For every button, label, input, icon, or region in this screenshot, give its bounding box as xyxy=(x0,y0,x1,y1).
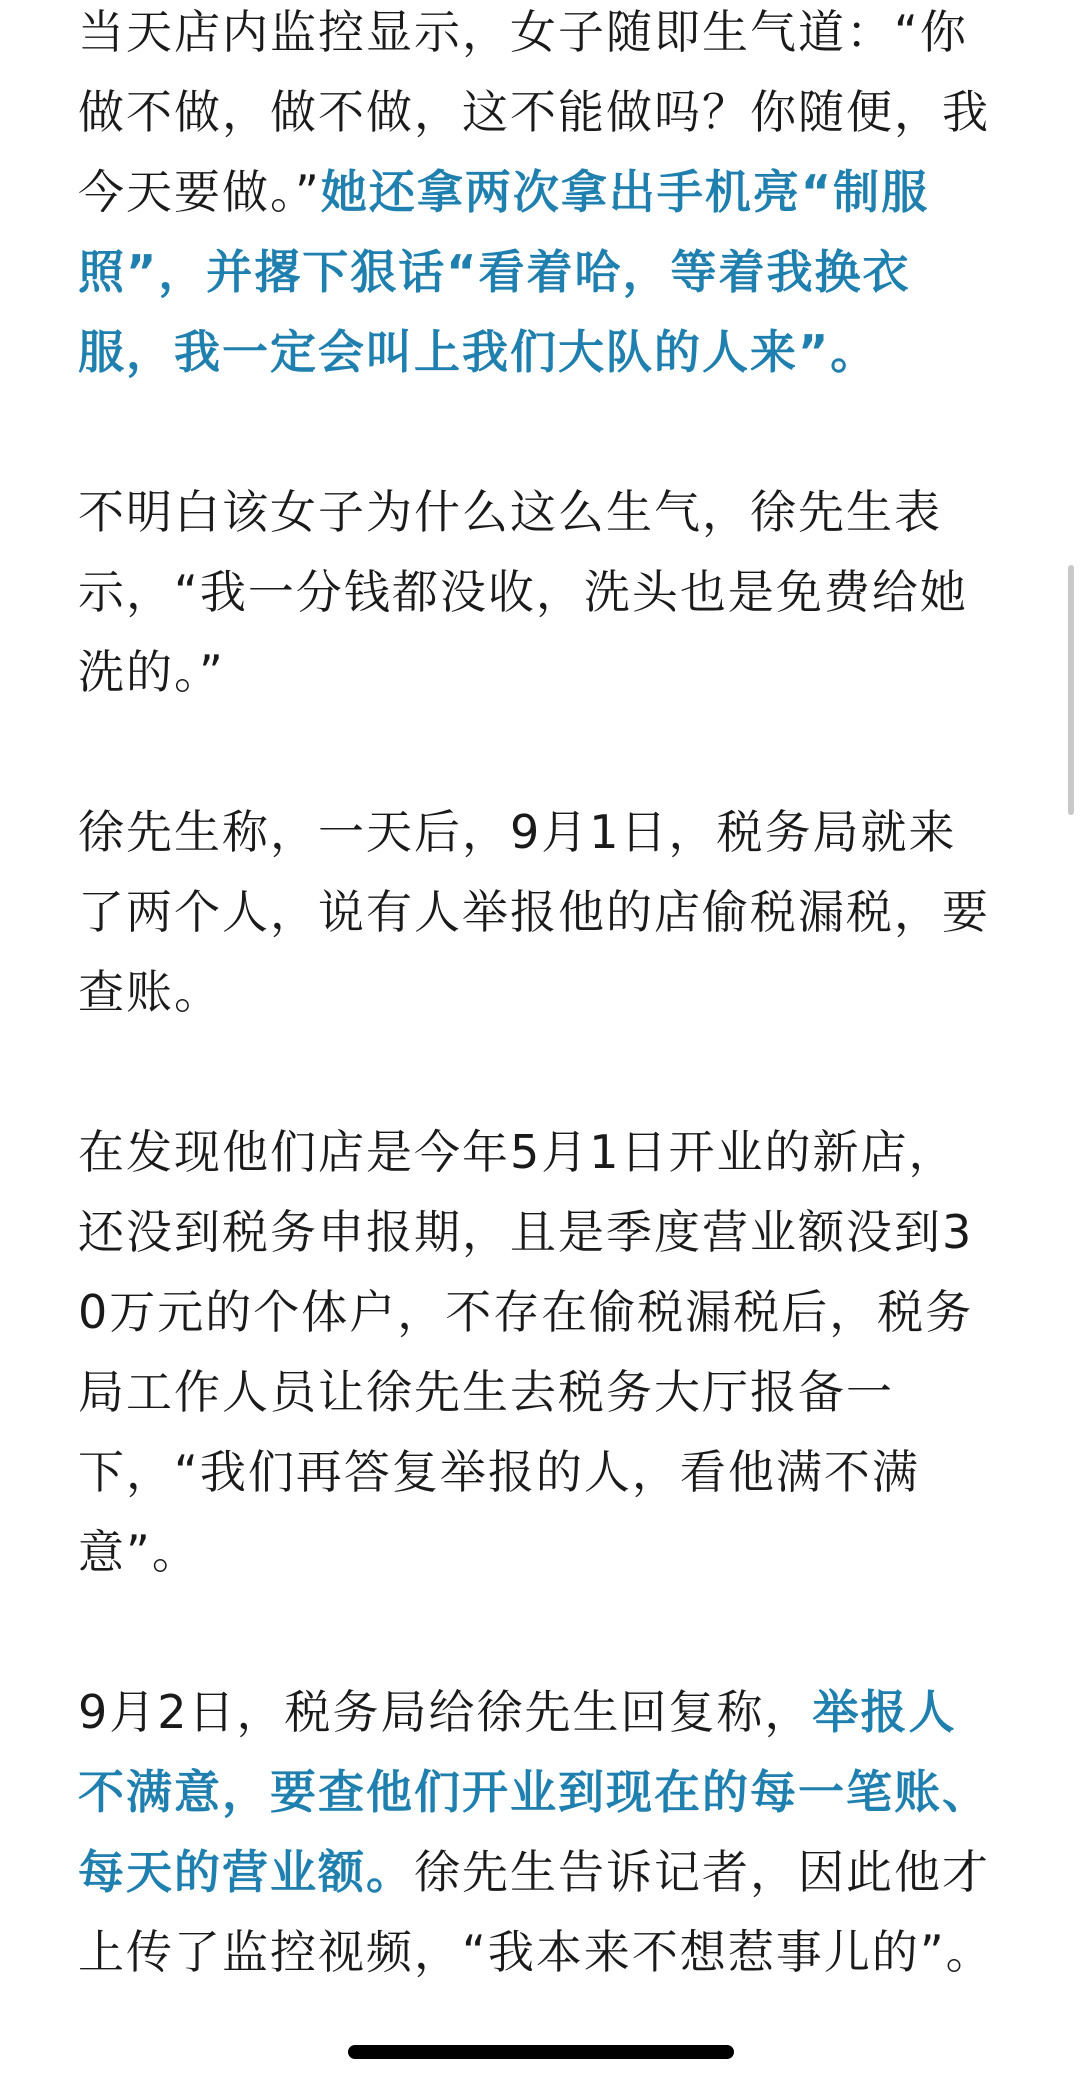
paragraph-5-lead: 9月2日，税务局给徐先生回复称， xyxy=(78,1685,813,1739)
paragraph-3-text: 徐先生称，一天后，9月1日，税务局就来了两个人，说有人举报他的店偷税漏税，要查账。 xyxy=(78,805,990,1019)
paragraph-2 xyxy=(78,472,1002,712)
paragraph-2-text: 不明白该女子为什么这么生气，徐先生表示，“我一分钱都没收，洗头也是免费给她洗的。” xyxy=(78,485,968,699)
paragraph-1-highlight: 她还拿两次拿出手机亮“制服照”，并撂下狠话“看着哈，等着我换衣服，我一定会叫上我们大队的人来”。 xyxy=(78,165,930,379)
paragraph-5-highlight: 举报人不满意，要查他们开业到现在的每一笔账、每天的营业额。 xyxy=(78,1685,990,1899)
paragraph-1-text: 当天店内监控显示，女子随即生气道：“你做不做，做不做，这不能做吗？你随便，我今天要做。” xyxy=(78,5,990,219)
paragraph-4 xyxy=(78,1112,1002,1592)
paragraph-3 xyxy=(78,792,1002,1032)
scrollbar[interactable] xyxy=(1068,565,1074,815)
paragraph-5 xyxy=(78,1672,1002,1992)
home-indicator[interactable] xyxy=(348,2045,734,2059)
paragraph-5-tail: 徐先生告诉记者，因此他才上传了监控视频，“我本来不想惹事儿的”。 xyxy=(78,1845,994,1979)
paragraph-4-text: 在发现他们店是今年5月1日开业的新店，还没到税务申报期，且是季度营业额没到30万元的个体户，不存在偷税漏税后，税务局工作人员让徐先生去税务大厅报备一下，“我们再答复举报的人，看他满不满意”。 xyxy=(78,1125,974,1579)
paragraph-1 xyxy=(78,0,1002,392)
